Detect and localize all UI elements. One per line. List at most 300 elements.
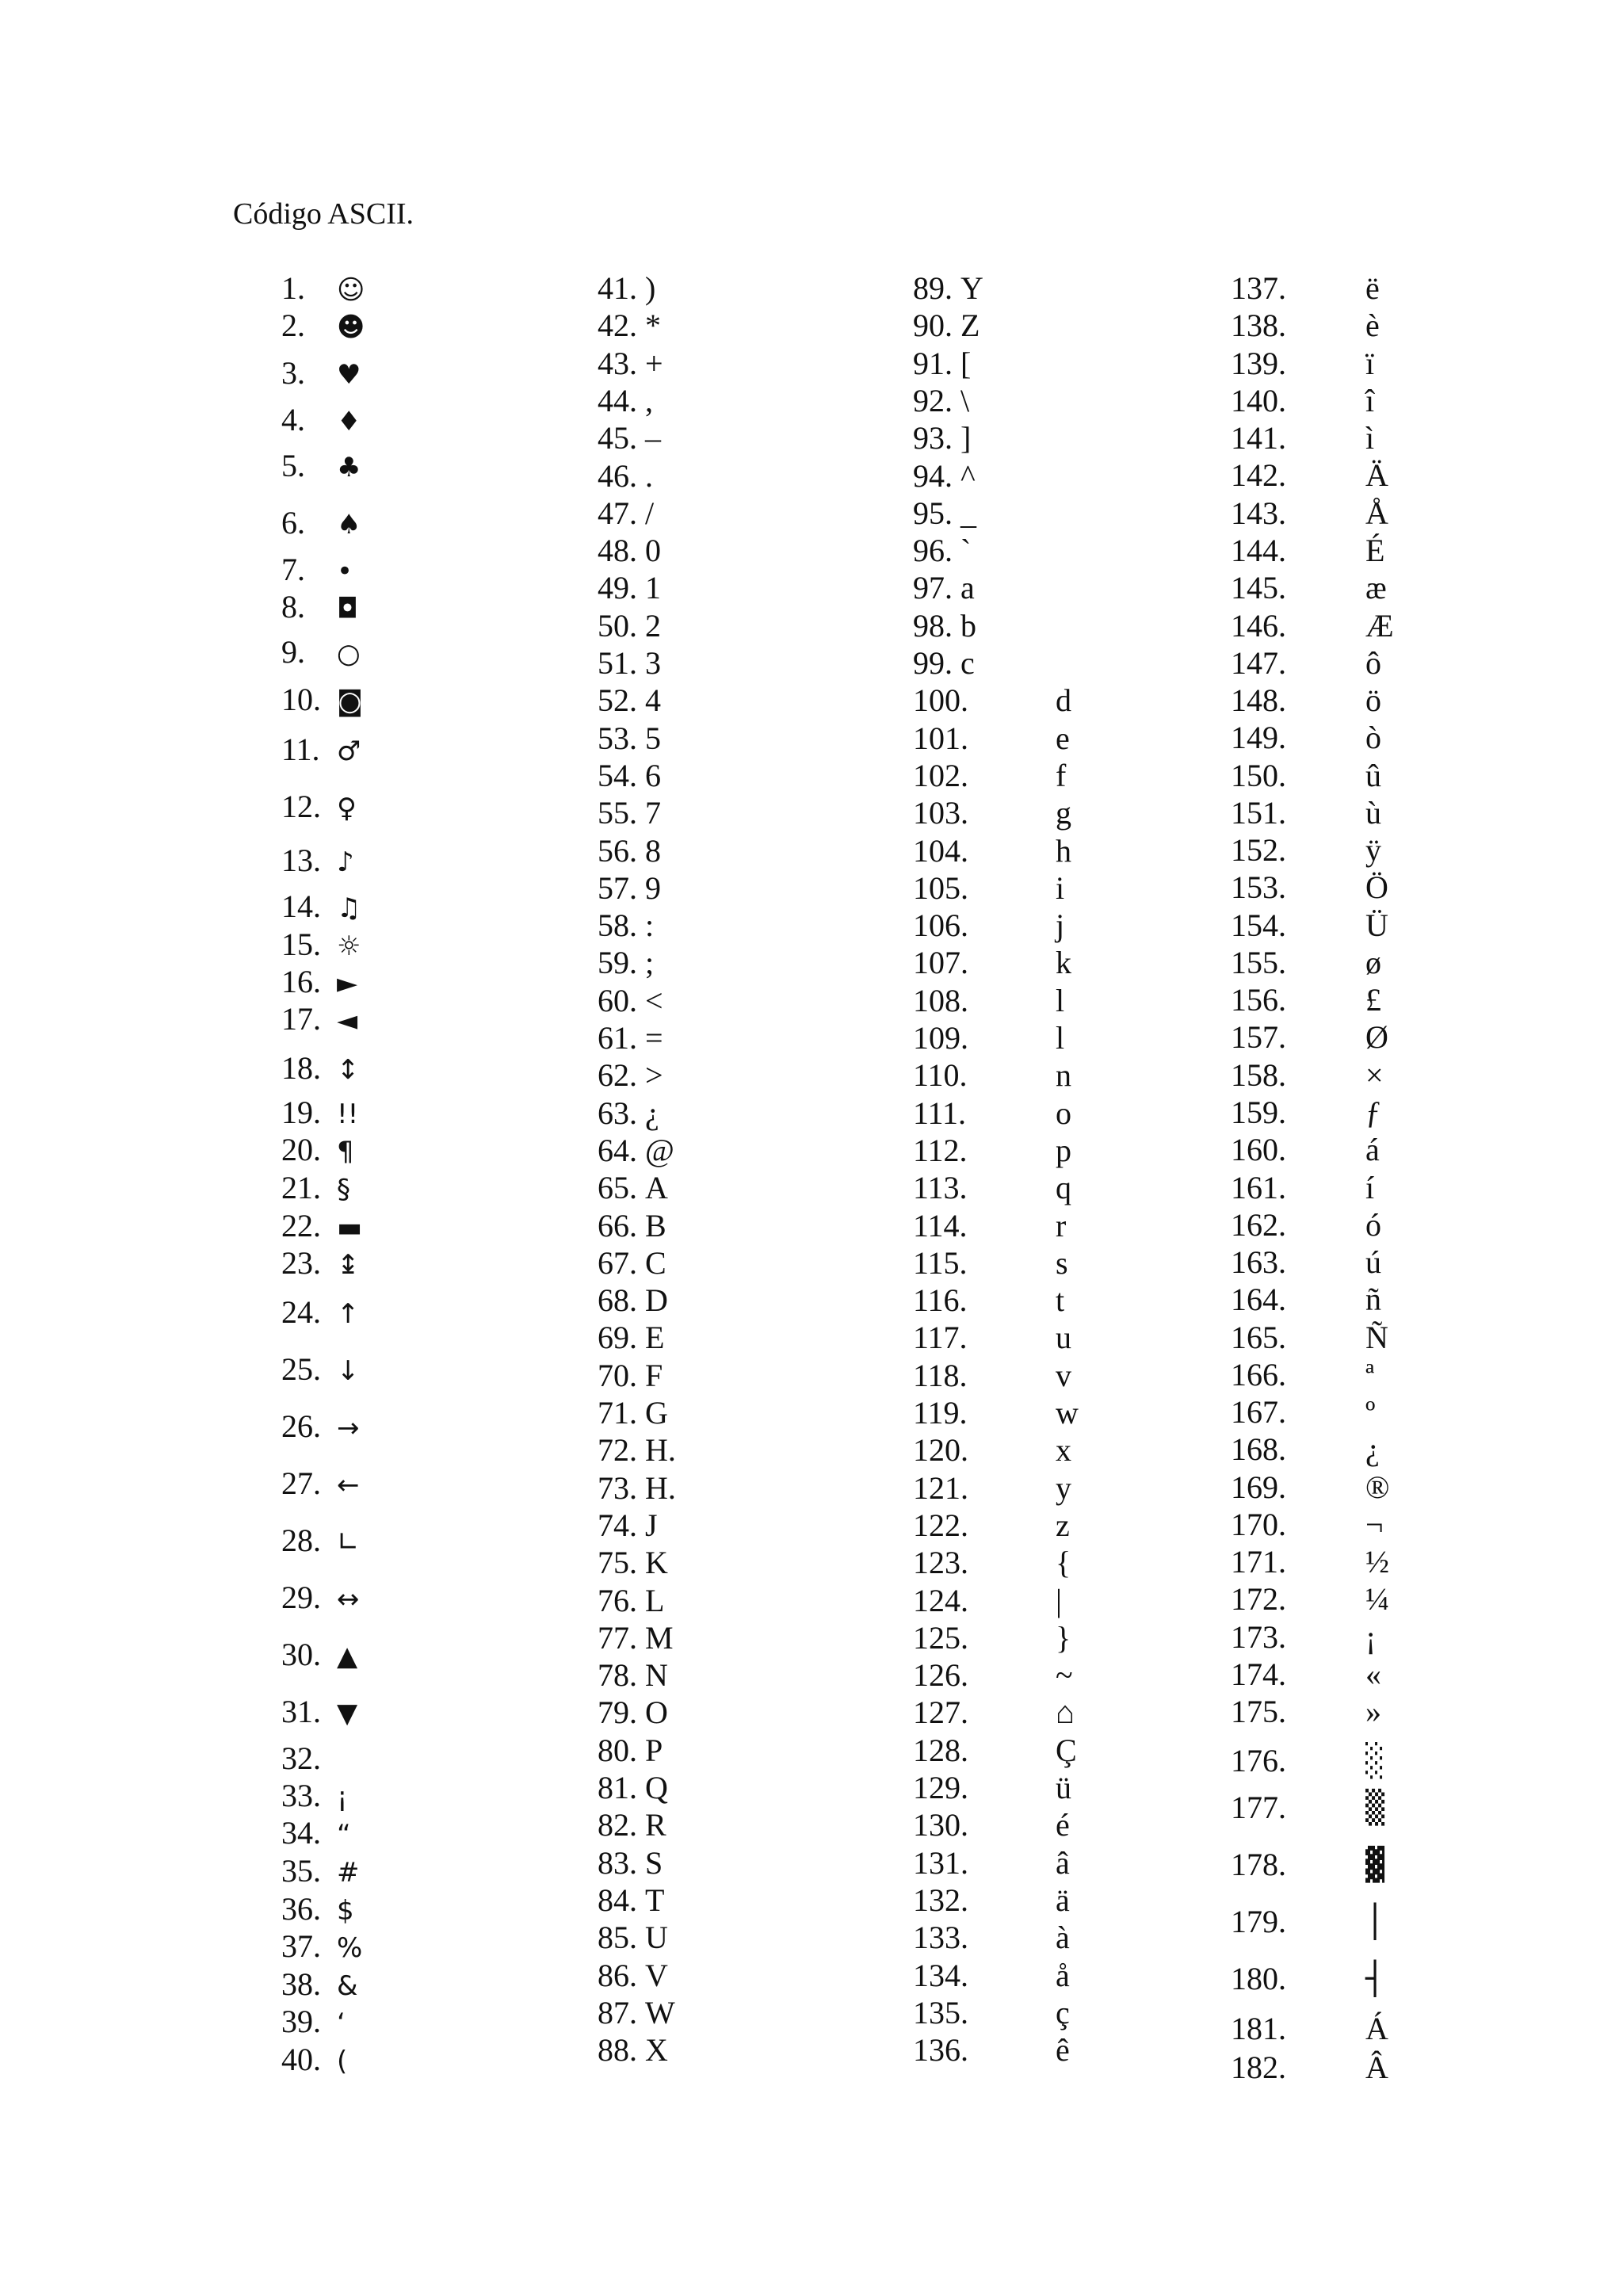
ascii-entry — [281, 1636, 357, 1675]
ascii-character: ↓ — [337, 1355, 360, 1387]
ascii-code: 37. — [281, 1928, 321, 1964]
ascii-code: 107. — [913, 945, 968, 980]
ascii-code: 13. — [281, 842, 321, 878]
ascii-code: 126. — [913, 1657, 968, 1693]
ascii-entry — [913, 982, 1064, 1020]
ascii-character: F — [645, 1358, 663, 1393]
ascii-character: + — [645, 346, 663, 381]
ascii-entry — [1231, 682, 1381, 720]
ascii-code: 64. — [598, 1133, 637, 1168]
ascii-character: k — [1056, 945, 1071, 980]
ascii-entry — [913, 1694, 1075, 1732]
ascii-code: 26. — [281, 1408, 321, 1444]
ascii-character: « — [1365, 1656, 1381, 1692]
ascii-entry — [598, 1619, 674, 1657]
ascii-character: – — [645, 420, 661, 456]
ascii-character: 9 — [645, 870, 661, 906]
ascii-code: 69. — [598, 1320, 637, 1355]
ascii-entry — [598, 1169, 668, 1207]
ascii-code: 62. — [598, 1057, 637, 1093]
ascii-character: â — [1056, 1845, 1070, 1881]
ascii-entry — [913, 1844, 1070, 1882]
ascii-entry — [913, 457, 976, 495]
ascii-code: 76. — [598, 1583, 637, 1618]
ascii-code: 176. — [1231, 1743, 1286, 1778]
ascii-entry — [598, 832, 661, 870]
ascii-entry — [913, 1881, 1070, 1920]
ascii-character: ▲ — [337, 1641, 358, 1672]
ascii-character: ┤ — [1365, 1961, 1385, 1997]
ascii-entry — [913, 1619, 1071, 1657]
ascii-character: < — [645, 983, 663, 1018]
ascii-character: g — [1056, 795, 1071, 831]
ascii-entry — [1231, 1506, 1384, 1544]
ascii-entry — [1231, 644, 1381, 682]
ascii-entry — [281, 1244, 360, 1284]
ascii-character: { — [1056, 1545, 1071, 1580]
ascii-entry — [1231, 1319, 1388, 1357]
ascii-character: P — [645, 1733, 663, 1768]
ascii-entry — [913, 1319, 1071, 1357]
ascii-entry — [913, 1957, 1070, 1995]
ascii-entry — [598, 607, 661, 645]
ascii-entry — [281, 1579, 360, 1618]
ascii-entry — [913, 569, 975, 607]
ascii-code: 139. — [1231, 346, 1286, 381]
ascii-code: 4. — [281, 402, 305, 437]
ascii-code: 144. — [1231, 533, 1286, 568]
ascii-character: l — [1056, 1020, 1065, 1056]
ascii-entry — [913, 944, 1071, 982]
ascii-code: 85. — [598, 1920, 637, 1955]
ascii-character: j — [1056, 907, 1065, 943]
ascii-character: f — [1056, 758, 1067, 793]
ascii-entry — [598, 869, 661, 907]
ascii-entry — [1231, 1789, 1384, 1827]
ascii-entry — [1231, 1960, 1384, 1998]
ascii-entry — [598, 382, 653, 420]
ascii-code: 16. — [281, 964, 321, 999]
ascii-entry — [281, 1966, 358, 2005]
ascii-character: T — [645, 1882, 665, 1918]
ascii-entry — [281, 401, 361, 441]
ascii-character: ` — [960, 533, 972, 568]
ascii-code: 18. — [281, 1050, 321, 1086]
ascii-code: 114. — [913, 1208, 968, 1244]
ascii-character: æ — [1365, 570, 1387, 606]
ascii-character: E — [645, 1320, 665, 1355]
ascii-character: ← — [337, 1469, 360, 1501]
ascii-code: 116. — [913, 1282, 968, 1318]
ascii-character: ► — [337, 968, 358, 999]
ascii-entry — [913, 907, 1064, 945]
ascii-entry — [598, 1994, 675, 2032]
ascii-code: 3. — [281, 355, 305, 391]
ascii-code: 49. — [598, 570, 637, 606]
ascii-code: 53. — [598, 720, 637, 756]
ascii-code: 147. — [1231, 645, 1286, 681]
ascii-code: 75. — [598, 1545, 637, 1580]
ascii-entry — [281, 842, 354, 881]
ascii-character: Q — [645, 1770, 668, 1805]
ascii-code: 145. — [1231, 570, 1286, 606]
ascii-entry — [598, 1769, 668, 1807]
ascii-code: 172. — [1231, 1581, 1286, 1617]
ascii-character: å — [1056, 1958, 1070, 1993]
ascii-character: G — [645, 1395, 668, 1431]
ascii-code: 100. — [913, 682, 968, 718]
ascii-character: W — [645, 1995, 675, 2030]
ascii-code: 127. — [913, 1694, 968, 1730]
ascii-character: S — [645, 1845, 663, 1881]
ascii-entry — [1231, 1131, 1380, 1169]
ascii-code: 157. — [1231, 1019, 1286, 1055]
ascii-code: 59. — [598, 945, 637, 980]
ascii-code: 131. — [913, 1845, 968, 1881]
ascii-code: 66. — [598, 1208, 637, 1244]
ascii-entry — [1231, 1618, 1376, 1656]
ascii-character: ↨ — [337, 1249, 360, 1281]
ascii-entry — [913, 1582, 1062, 1620]
ascii-entry — [281, 681, 363, 720]
ascii-code: 154. — [1231, 907, 1286, 943]
ascii-code: 6. — [281, 505, 305, 541]
ascii-code: 48. — [598, 533, 637, 568]
ascii-code: 164. — [1231, 1282, 1286, 1317]
ascii-code: 159. — [1231, 1095, 1286, 1130]
ascii-character: l — [1056, 983, 1065, 1018]
ascii-code: 23. — [281, 1245, 321, 1281]
ascii-character: [ — [960, 346, 972, 381]
ascii-entry — [598, 1319, 664, 1357]
ascii-character: z — [1056, 1507, 1070, 1543]
ascii-character: ( — [337, 2046, 348, 2077]
page-title: Código ASCII. — [233, 197, 414, 231]
ascii-code: 82. — [598, 1807, 637, 1843]
ascii-entry — [913, 869, 1064, 907]
ascii-character: ) — [645, 270, 656, 306]
ascii-entry — [281, 1000, 357, 1040]
ascii-code: 167. — [1231, 1394, 1286, 1430]
ascii-entry — [1231, 1056, 1384, 1095]
ascii-entry — [598, 1957, 668, 1995]
ascii-character: é — [1056, 1807, 1070, 1843]
ascii-code: 153. — [1231, 869, 1286, 905]
ascii-character: £ — [1365, 982, 1381, 1018]
ascii-entry — [281, 1693, 357, 1733]
ascii-code: 2. — [281, 308, 305, 343]
ascii-code: 142. — [1231, 457, 1286, 493]
ascii-code: 175. — [1231, 1694, 1286, 1729]
ascii-code: 101. — [913, 720, 968, 756]
ascii-entry — [281, 963, 357, 1003]
ascii-character: ♫ — [337, 892, 361, 924]
ascii-character: e — [1056, 720, 1070, 756]
ascii-character: C — [645, 1245, 666, 1281]
ascii-code: 61. — [598, 1020, 637, 1056]
ascii-entry — [1231, 981, 1381, 1019]
ascii-entry — [1231, 944, 1381, 982]
ascii-code: 32. — [281, 1740, 321, 1776]
ascii-code: 98. — [913, 608, 953, 644]
ascii-character: ░ — [1365, 1743, 1385, 1779]
ascii-entry — [1231, 1656, 1381, 1694]
ascii-code: 156. — [1231, 982, 1286, 1018]
ascii-entry — [913, 832, 1071, 870]
ascii-character: Å — [1365, 495, 1388, 531]
ascii-entry — [598, 269, 655, 308]
ascii-code: 158. — [1231, 1057, 1286, 1093]
ascii-code: 146. — [1231, 608, 1286, 644]
ascii-entry — [1231, 1206, 1381, 1244]
ascii-code: 12. — [281, 789, 321, 824]
ascii-entry — [913, 1469, 1071, 1507]
ascii-entry — [913, 1056, 1071, 1095]
ascii-character: O — [645, 1694, 668, 1730]
ascii-entry — [598, 532, 661, 570]
ascii-character: ♥ — [337, 359, 361, 391]
ascii-code: 137. — [1231, 270, 1286, 306]
ascii-code: 83. — [598, 1845, 637, 1881]
ascii-character: Ö — [1365, 869, 1388, 905]
ascii-code: 105. — [913, 870, 968, 906]
ascii-entry — [913, 794, 1071, 832]
ascii-entry — [913, 1244, 1068, 1282]
ascii-code: 1. — [281, 270, 305, 306]
ascii-entry — [1231, 1393, 1375, 1431]
ascii-character: ¼ — [1365, 1581, 1389, 1617]
ascii-code: 161. — [1231, 1170, 1286, 1205]
ascii-code: 5. — [281, 448, 305, 483]
ascii-code: 162. — [1231, 1207, 1286, 1243]
ascii-entry — [1231, 2010, 1388, 2048]
ascii-code: 166. — [1231, 1357, 1286, 1392]
ascii-code: 111. — [913, 1095, 967, 1131]
ascii-entry — [598, 1431, 676, 1469]
ascii-entry — [281, 1350, 360, 1390]
ascii-character: h — [1056, 833, 1071, 869]
ascii-code: 17. — [281, 1001, 321, 1037]
ascii-character: “ — [337, 1819, 351, 1851]
ascii-code: 123. — [913, 1545, 968, 1580]
ascii-entry — [1231, 1018, 1388, 1056]
ascii-entry — [598, 757, 661, 795]
ascii-character: ♀ — [337, 793, 357, 824]
ascii-character: Ø — [1365, 1019, 1388, 1055]
ascii-code: 92. — [913, 383, 953, 418]
ascii-code: 28. — [281, 1522, 321, 1558]
ascii-code: 178. — [1231, 1847, 1286, 1882]
ascii-code: 163. — [1231, 1244, 1286, 1280]
ascii-code: 97. — [913, 570, 953, 606]
ascii-character: V — [645, 1958, 668, 1993]
ascii-code: 87. — [598, 1995, 637, 2030]
ascii-entry — [913, 419, 971, 457]
ascii-entry — [913, 1169, 1071, 1207]
ascii-entry — [913, 644, 975, 682]
ascii-code: 108. — [913, 983, 968, 1018]
ascii-code: 150. — [1231, 758, 1286, 793]
ascii-code: 135. — [913, 1995, 968, 2030]
ascii-character: ♠ — [337, 509, 361, 541]
ascii-character: X — [645, 2032, 668, 2068]
ascii-entry — [281, 1131, 354, 1171]
ascii-character: % — [337, 1932, 363, 1964]
ascii-code: 169. — [1231, 1469, 1286, 1505]
ascii-entry — [598, 1282, 668, 1320]
ascii-code: 165. — [1231, 1320, 1286, 1355]
ascii-entry — [281, 307, 365, 346]
ascii-character: u — [1056, 1320, 1071, 1355]
ascii-entry — [1231, 794, 1381, 832]
ascii-entry — [598, 1095, 659, 1133]
ascii-code: 74. — [598, 1507, 637, 1543]
ascii-character: R — [645, 1807, 666, 1843]
ascii-entry — [1231, 1281, 1381, 1319]
ascii-code: 54. — [598, 758, 637, 793]
ascii-entry — [598, 944, 654, 982]
ascii-entry — [281, 1465, 360, 1504]
ascii-code: 151. — [1231, 795, 1286, 831]
ascii-code: 42. — [598, 308, 637, 343]
ascii-character: ☼ — [337, 930, 361, 962]
ascii-character: J — [645, 1507, 658, 1543]
ascii-code: 21. — [281, 1170, 321, 1205]
ascii-code: 103. — [913, 795, 968, 831]
ascii-code: 15. — [281, 926, 321, 962]
ascii-character: d — [1056, 682, 1071, 718]
ascii-code: 170. — [1231, 1507, 1286, 1542]
ascii-entry — [281, 447, 361, 487]
ascii-code: 22. — [281, 1208, 321, 1244]
ascii-character: ▒ — [1365, 1790, 1385, 1826]
ascii-code: 52. — [598, 682, 637, 718]
ascii-code: 140. — [1231, 383, 1286, 418]
ascii-character: . — [645, 458, 653, 494]
ascii-entry — [1231, 1693, 1381, 1731]
ascii-character: ♂ — [337, 735, 361, 767]
ascii-entry — [913, 1207, 1066, 1245]
ascii-code: 120. — [913, 1432, 968, 1468]
ascii-entry — [1231, 382, 1374, 420]
ascii-code: 182. — [1231, 2050, 1286, 2085]
ascii-character: Y — [960, 270, 983, 306]
ascii-entry — [1231, 2049, 1388, 2087]
ascii-code: 117. — [913, 1320, 968, 1355]
ascii-character: K — [645, 1545, 668, 1580]
ascii-entry — [598, 682, 661, 720]
ascii-entry — [281, 731, 361, 770]
ascii-character: ◄ — [337, 1005, 358, 1037]
ascii-character: 5 — [645, 720, 661, 756]
ascii-entry — [281, 2041, 347, 2080]
ascii-character: Â — [1365, 2050, 1388, 2085]
ascii-entry — [913, 1357, 1071, 1395]
ascii-character: @ — [645, 1133, 674, 1168]
ascii-entry — [1231, 569, 1387, 607]
ascii-code: 72. — [598, 1432, 637, 1468]
ascii-character: ↔ — [337, 1584, 360, 1615]
ascii-entry — [913, 307, 980, 345]
ascii-entry — [598, 1694, 668, 1732]
ascii-entry — [281, 1049, 360, 1089]
ascii-character: ñ — [1365, 1282, 1381, 1317]
ascii-entry — [598, 982, 663, 1020]
ascii-character: ö — [1365, 682, 1381, 718]
ascii-entry — [281, 269, 365, 309]
ascii-character: ò — [1365, 720, 1381, 755]
ascii-character: • — [337, 556, 353, 587]
ascii-character: s — [1056, 1245, 1068, 1281]
ascii-entry — [281, 1814, 351, 1854]
ascii-code: 138. — [1231, 308, 1286, 343]
ascii-character: § — [337, 1174, 350, 1205]
ascii-entry — [1231, 457, 1388, 495]
ascii-character: ⌂ — [1056, 1694, 1075, 1730]
ascii-code: 10. — [281, 682, 321, 717]
ascii-character: 7 — [645, 795, 661, 831]
ascii-entry — [281, 504, 361, 544]
ascii-entry — [913, 720, 1070, 758]
ascii-entry — [1231, 1169, 1374, 1207]
ascii-code: 33. — [281, 1778, 321, 1813]
ascii-entry — [281, 788, 357, 827]
ascii-code: 112. — [913, 1133, 968, 1168]
ascii-character: \ — [960, 383, 970, 418]
ascii-code: 104. — [913, 833, 968, 869]
ascii-entry — [1231, 1469, 1389, 1507]
ascii-column-4 — [1231, 269, 1421, 2092]
ascii-code: 58. — [598, 907, 637, 943]
ascii-entry — [281, 354, 361, 394]
ascii-entry — [1231, 869, 1388, 907]
ascii-character: : — [645, 907, 655, 943]
ascii-entry — [598, 1357, 663, 1395]
ascii-code: 115. — [913, 1245, 968, 1281]
ascii-code: 141. — [1231, 420, 1286, 456]
ascii-code: 67. — [598, 1245, 637, 1281]
ascii-character: ä — [1056, 1882, 1070, 1918]
ascii-entry — [1231, 1431, 1380, 1469]
ascii-character: Æ — [1365, 608, 1394, 644]
ascii-character: ª — [1365, 1357, 1375, 1392]
ascii-code: 125. — [913, 1620, 968, 1656]
ascii-character: v — [1056, 1358, 1071, 1393]
ascii-entry — [598, 720, 661, 758]
ascii-code: 121. — [913, 1470, 968, 1506]
ascii-character: ì — [1365, 420, 1375, 456]
ascii-code: 31. — [281, 1694, 321, 1729]
ascii-entry — [1231, 1903, 1384, 1941]
ascii-character: → — [337, 1412, 360, 1444]
ascii-code: 106. — [913, 907, 968, 943]
ascii-character: ¬ — [1365, 1507, 1384, 1542]
ascii-character: 8 — [645, 833, 661, 869]
ascii-entry — [913, 269, 983, 308]
ascii-character: Ü — [1365, 907, 1388, 943]
ascii-character: 1 — [645, 570, 661, 606]
ascii-character: o — [1056, 1095, 1071, 1131]
ascii-entry — [913, 382, 969, 420]
ascii-character: n — [1056, 1057, 1071, 1093]
ascii-code: 79. — [598, 1694, 637, 1730]
ascii-code: 119. — [913, 1395, 968, 1431]
ascii-character: ¿ — [645, 1095, 659, 1131]
ascii-code: 136. — [913, 2032, 968, 2068]
ascii-code: 50. — [598, 608, 637, 644]
ascii-code: 65. — [598, 1170, 637, 1205]
ascii-entry — [598, 644, 661, 682]
